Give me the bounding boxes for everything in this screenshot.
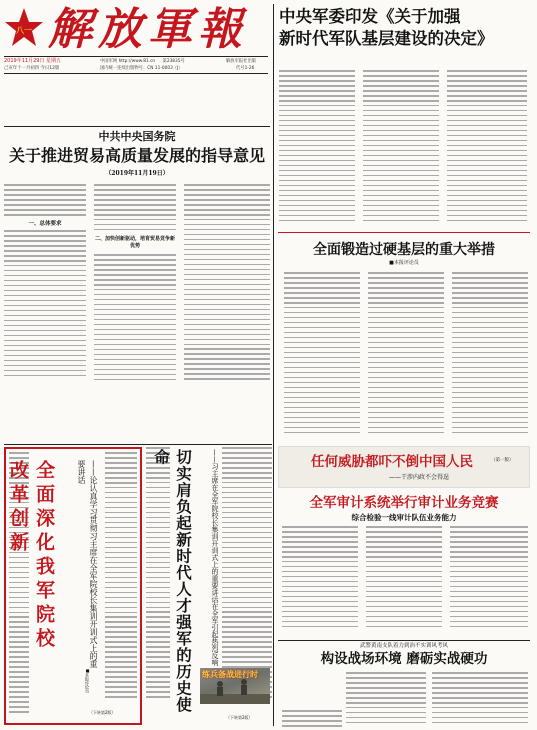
training-photo — [200, 668, 270, 704]
main-article — [4, 128, 270, 443]
armed-police-title: 构设战场环境 磨砺实战硬功 — [320, 651, 488, 667]
website-label: 中国军网 — [100, 59, 118, 64]
commentary-title: 全面深化我军院校改革创新 — [7, 460, 55, 652]
section-heading-1: 一、总体要求 — [28, 221, 62, 227]
top-right-article — [275, 4, 533, 229]
article-body — [279, 70, 529, 226]
threat-title: 任何威胁都吓不倒中国人民 — [311, 454, 473, 470]
talent-title: 切实肩负起新时代人才强军的历史使命 — [152, 449, 192, 713]
audit-article — [278, 492, 530, 640]
commentary-subtitle: ——论认真学习贯彻习主席在全军院校长集训开训式上的重要讲话 — [77, 460, 98, 668]
talent-continued: （下转第2版） — [226, 715, 253, 720]
section-heading-2: 二、加快创新驱动，培育贸易竞争新优势 — [94, 236, 175, 249]
armed-police-article — [278, 642, 530, 728]
website-url[interactable]: http://www.81.cn — [118, 59, 156, 64]
audit-subtitle: 综合检验一线审计队伍业务能力 — [351, 513, 457, 522]
commentary-byline: ■本报评论员 — [85, 668, 90, 693]
threat-banner — [278, 446, 530, 488]
audit-title: 全军审计系统举行审计业务竞赛 — [309, 495, 499, 511]
editorial-byline: ■本报评论员 — [389, 260, 419, 266]
armed-police-kicker: 武警黄南支队着力到治不实训风考风 — [359, 643, 448, 649]
issn-code: 国内统一连续出版物号：CN 11-0003（J） — [100, 66, 183, 71]
issue-date: 2019年11月29日 星期五 — [4, 58, 62, 64]
talent-subtitle: ——习主席在全军院校长集训开训式上的重要讲话在全军引起热烈反响 — [211, 449, 219, 666]
article-issuer: 中共中央国务院 — [98, 130, 176, 143]
threat-tag: （第一版） — [491, 458, 514, 463]
main-article-date: （2019年11月19日） — [105, 170, 169, 177]
main-article-title: 关于推进贸易高质量发展的指导意见 — [8, 146, 265, 165]
issue-number: 第23835号 — [162, 59, 185, 64]
editorial-title: 全面锻造过硬基层的重大举措 — [313, 242, 495, 258]
article-title-line1: 中央军委印发《关于加强 — [279, 7, 461, 26]
newspaper-logo: 解放軍報 — [48, 4, 248, 55]
commentary-continued: （下转第2版） — [89, 710, 116, 715]
threat-subtitle: ——干涉内政不会得逞 — [389, 474, 450, 481]
photo-caption-banner: 练兵备战进行时 — [202, 670, 258, 679]
commentary-box — [4, 447, 142, 725]
army-emblem-icon — [4, 6, 44, 50]
svg-text:八一: 八一 — [16, 26, 32, 35]
postal-code: 代号1-26 — [236, 66, 255, 71]
lunar-date: 己亥年十一月初四 今日12版 — [4, 66, 60, 71]
publisher-name: 解放军报社出版 — [226, 59, 257, 64]
masthead — [4, 6, 272, 126]
editorial-article — [278, 234, 530, 444]
article-title-line2: 新时代军队基层建设的决定》 — [279, 29, 494, 48]
